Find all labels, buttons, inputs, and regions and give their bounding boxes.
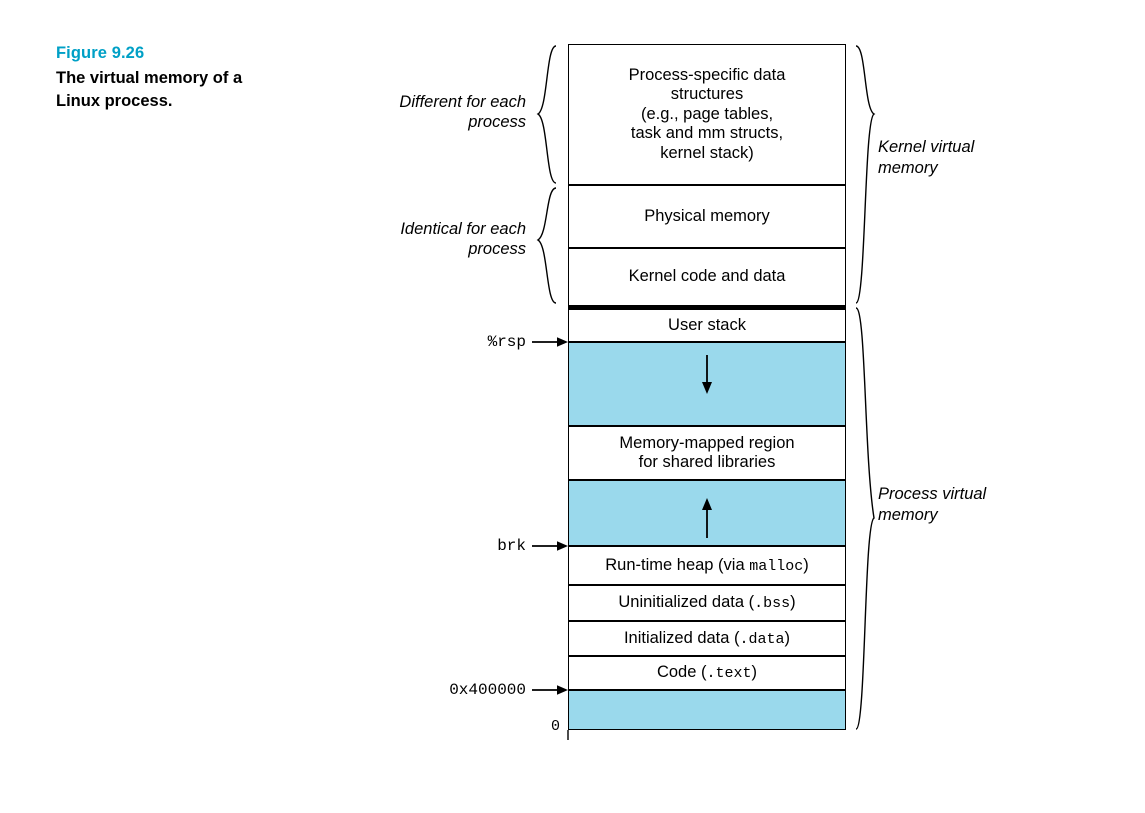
block-memory-mapped-region: [568, 426, 846, 480]
label-line: Different for: [399, 93, 486, 111]
mono-token: .data: [739, 630, 785, 648]
label-line: memory: [878, 505, 938, 524]
label-line: virtual: [942, 485, 987, 503]
block-physical-memory: [568, 185, 846, 248]
arrow-code-start-head: [557, 685, 568, 695]
block-line: for shared libraries: [638, 453, 776, 471]
label-identical-for-each-process: [378, 220, 526, 260]
mono-token: malloc: [749, 557, 804, 575]
block-initialized-data: [568, 621, 846, 656]
block-line: [605, 556, 809, 576]
block-line: Uninitialized data (.bss): [618, 593, 796, 613]
brace-identical-for-each-process: [538, 188, 556, 303]
label-line: each process: [468, 93, 526, 131]
block-line: Kernel code and data: [628, 267, 786, 286]
block-line: structures: [670, 85, 744, 104]
block-line: Process-specific data: [628, 65, 786, 84]
block-line: (e.g., page tables,: [640, 104, 774, 123]
mono-token: .bss: [754, 595, 791, 613]
block-line: User stack: [668, 315, 746, 334]
label-line: memory: [878, 158, 938, 177]
block-line: Code (.text): [656, 663, 758, 683]
block-user-stack: [568, 306, 846, 342]
figure-number: Figure 9.26: [56, 44, 145, 62]
block-line: Memory-mapped region: [619, 433, 795, 452]
label-line: virtual: [930, 138, 975, 156]
block-heap-growth-gap: [568, 480, 846, 546]
pointer-label-rsp: %rsp: [487, 333, 526, 351]
block-run-time-heap: [568, 546, 846, 585]
heap-text: Run-time heap (via malloc): [605, 555, 809, 575]
label-kernel-virtual-memory: [878, 137, 988, 178]
block-code-text: [568, 656, 846, 690]
label-different-for-each-process: [378, 93, 526, 133]
block-line: Initialized data (.data): [623, 628, 791, 648]
block-stack-growth-gap: [568, 342, 846, 426]
label-line: each process: [468, 220, 526, 258]
arrow-rsp-head: [557, 337, 568, 347]
block-line: Physical memory: [644, 206, 770, 225]
mono-token: .text: [706, 665, 752, 683]
arrow-brk-head: [557, 541, 568, 551]
brace-different-for-each-process: [538, 46, 556, 183]
block-line: task and mm structs,: [630, 124, 784, 143]
pointer-label-brk: brk: [497, 537, 526, 555]
block-uninitialized-data: [568, 585, 846, 621]
figure-title: The virtual memory of a Linux process.: [56, 69, 243, 110]
pointer-label-0x400000: 0x400000: [449, 681, 526, 699]
origin-label-zero: 0: [551, 718, 561, 735]
label-line: Process: [878, 485, 938, 503]
block-kernel-code-and-data: [568, 248, 846, 306]
label-line: Identical for: [400, 220, 486, 238]
brace-kernel-virtual-memory: [856, 46, 874, 303]
brace-process-virtual-memory: [856, 308, 874, 729]
block-process-specific-data: [568, 44, 846, 185]
block-line: kernel stack): [660, 143, 754, 162]
block-reserved-low-memory: [568, 690, 846, 730]
label-line: Kernel: [878, 138, 926, 156]
label-process-virtual-memory: [878, 484, 988, 525]
